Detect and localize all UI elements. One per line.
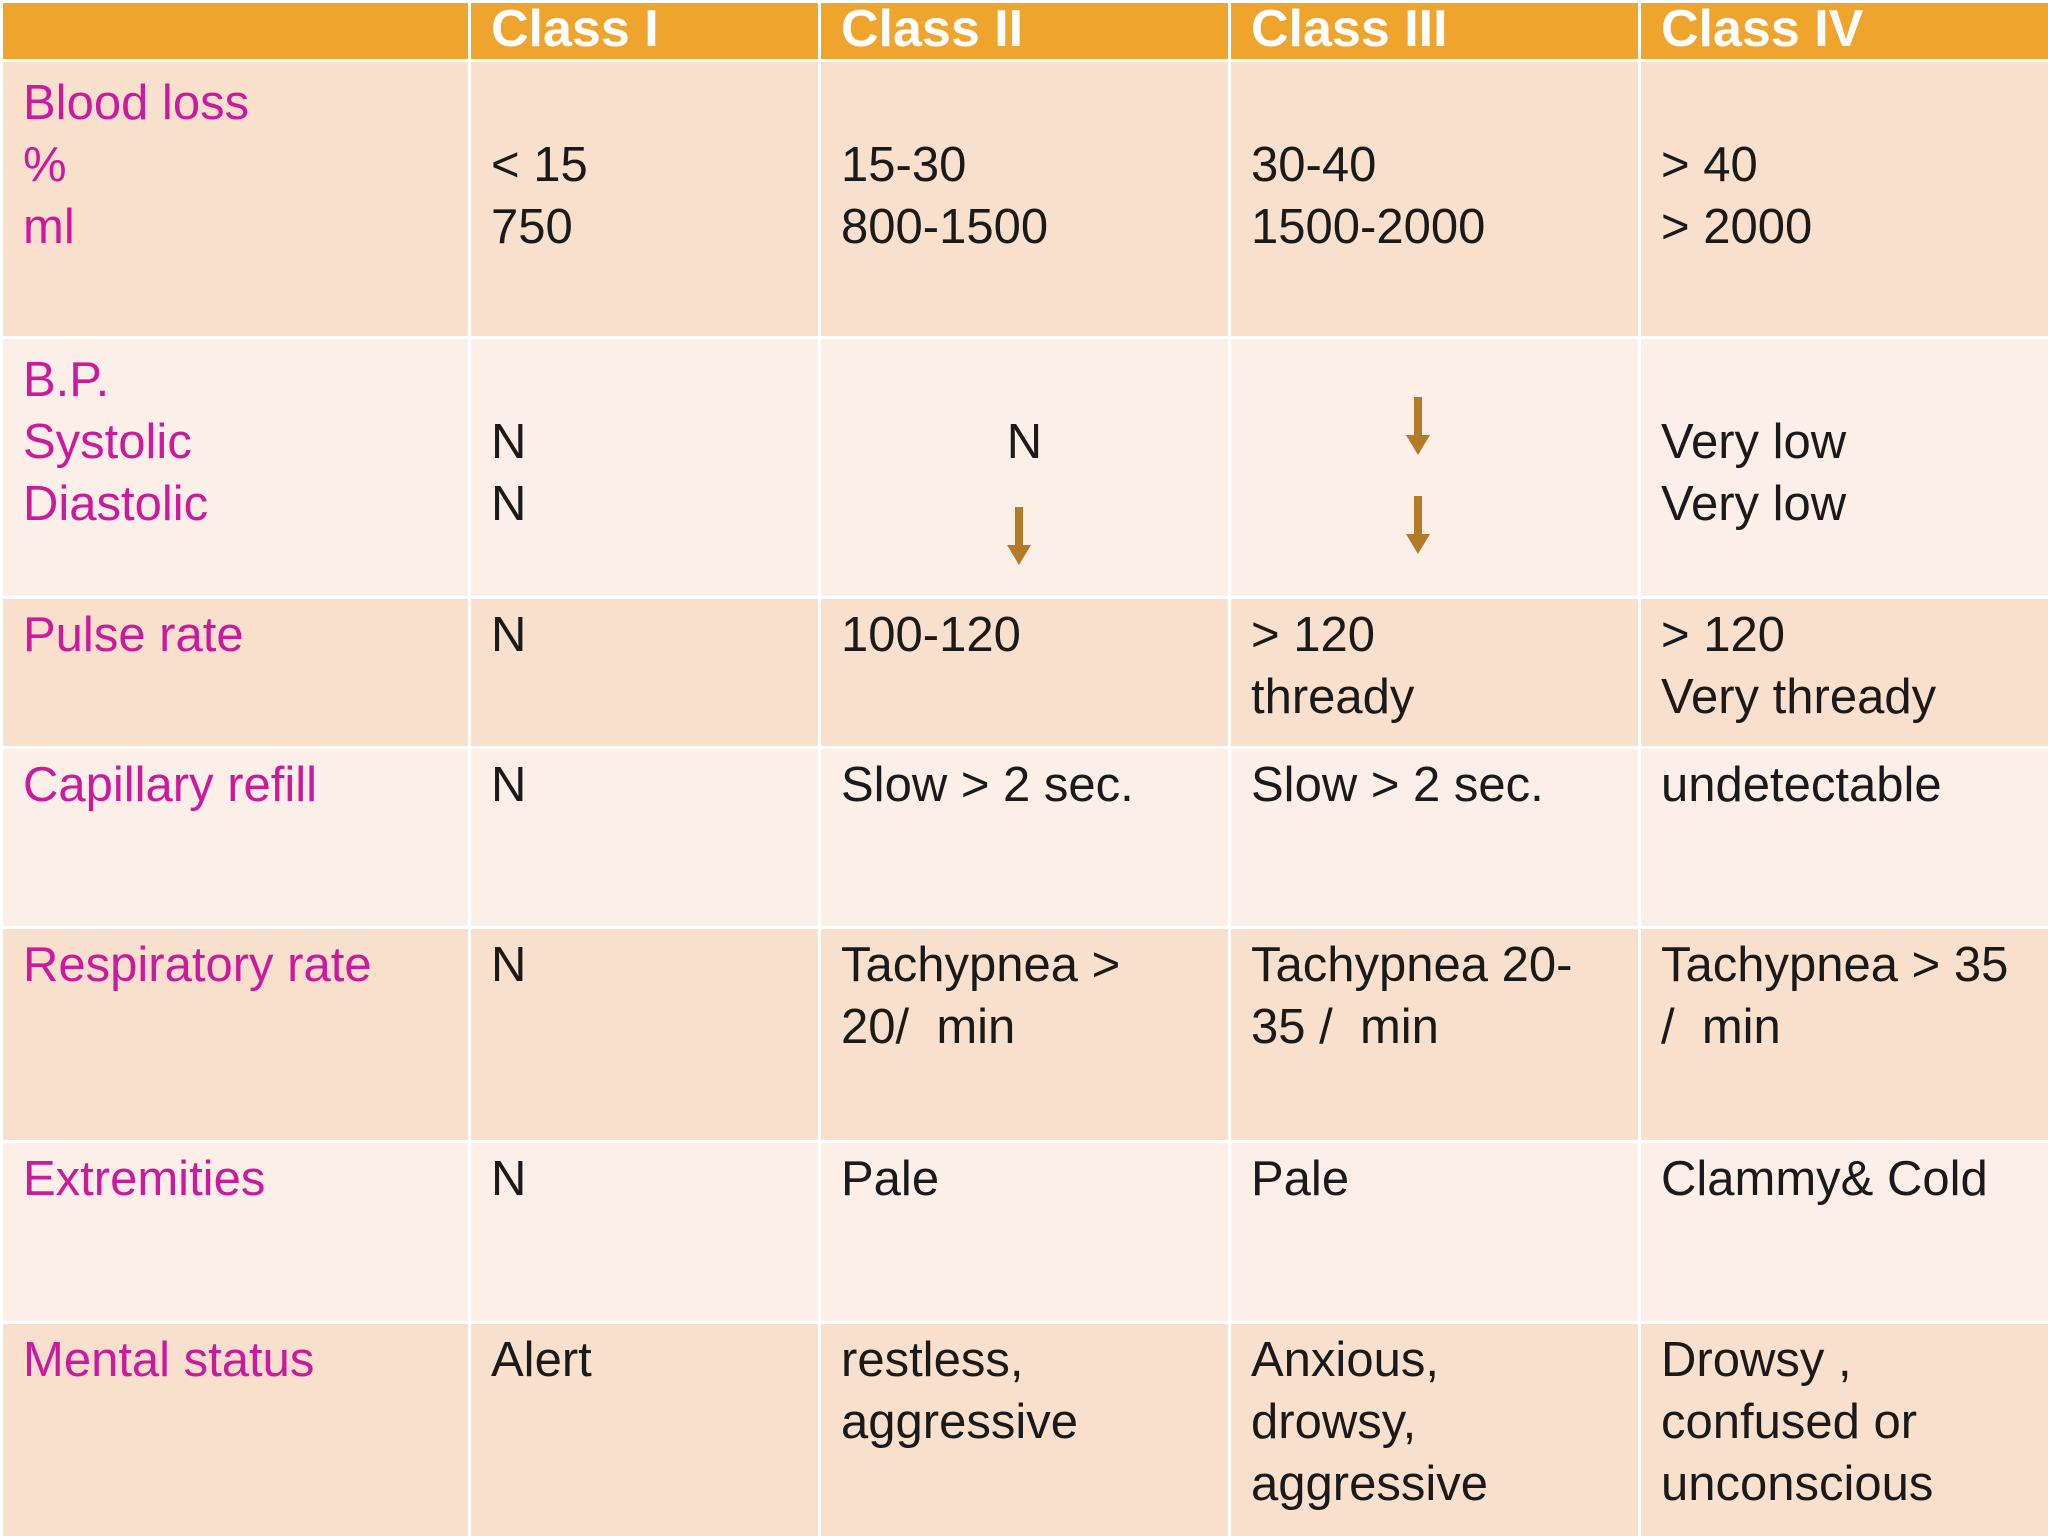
- cell-line: Slow > 2 sec.: [1251, 758, 1544, 812]
- cell-line: 20/ min: [841, 1000, 1016, 1054]
- cell-capillary-class-i: [470, 748, 820, 928]
- label-line: B.P.: [23, 353, 110, 407]
- cell-capillary-class-iv: [1640, 748, 2048, 928]
- cell-bp-class-ii: [820, 338, 1230, 598]
- cell-line: N: [491, 608, 527, 662]
- cell-bp-class-iv: [1640, 338, 2048, 598]
- cell-blood-loss-class-iii: [1230, 61, 1640, 338]
- cell-line: N: [491, 477, 527, 531]
- cell-line: [1661, 72, 2048, 134]
- label-line: Capillary refill: [23, 758, 318, 812]
- row-label-mental-status: [2, 1323, 470, 1536]
- table-row-extremities: [2, 1142, 2048, 1323]
- down-arrow-icon: [1406, 397, 1430, 455]
- cell-line: 30-40: [1251, 138, 1377, 192]
- cell-pulse-class-iii: [1230, 598, 1640, 748]
- cell-line: 15-30: [841, 138, 967, 192]
- cell-line: N: [491, 415, 527, 469]
- header-row: [2, 2, 2048, 61]
- cell-line: 800-1500: [841, 200, 1049, 254]
- cell-line: Pale: [841, 1152, 940, 1206]
- cell-line: aggressive: [841, 1395, 1078, 1449]
- cell-blood-loss-class-ii: [820, 61, 1230, 338]
- cell-extremities-class-ii: [820, 1142, 1230, 1323]
- cell-respiratory-class-iii: [1230, 928, 1640, 1142]
- row-label-capillary-refill: [2, 748, 470, 928]
- cell-extremities-class-i: [470, 1142, 820, 1323]
- cell-line: N: [491, 1152, 527, 1206]
- cell-bp-class-i: [470, 338, 820, 598]
- label-line: Extremities: [23, 1152, 266, 1206]
- header-class-iii: Class III: [1230, 2, 1640, 61]
- cell-line: > 2000: [1661, 200, 1813, 254]
- header-class-iv: Class IV: [1640, 2, 2048, 61]
- label-line: Blood loss: [23, 76, 250, 130]
- cell-line: Very thready: [1661, 670, 1937, 724]
- cell-line: Anxious,: [1251, 1333, 1439, 1387]
- cell-mental-class-iii: [1230, 1323, 1640, 1536]
- cell-line: Slow > 2 sec.: [841, 758, 1134, 812]
- cell-mental-class-i: [470, 1323, 820, 1536]
- cell-line: Pale: [1251, 1152, 1350, 1206]
- cell-line: Drowsy ,: [1661, 1333, 1852, 1387]
- cell-respiratory-class-i: [470, 928, 820, 1142]
- header-class-i: Class I: [470, 2, 820, 61]
- table-row-mental-status: [2, 1323, 2048, 1536]
- cell-line: 100-120: [841, 608, 1021, 662]
- cell-line: [491, 72, 818, 134]
- label-line: Pulse rate: [23, 608, 244, 662]
- cell-blood-loss-class-i: [470, 61, 820, 338]
- table-row-blood-loss: [2, 61, 2048, 338]
- row-label-pulse-rate: [2, 598, 470, 748]
- cell-blood-loss-class-iv: [1640, 61, 2048, 338]
- cell-line: N: [491, 758, 527, 812]
- cell-line: Tachypnea 20-: [1251, 938, 1573, 992]
- label-line: Mental status: [23, 1333, 315, 1387]
- cell-line: unconscious: [1661, 1457, 1934, 1511]
- cell-line: restless,: [841, 1333, 1024, 1387]
- table-row-capillary-refill: [2, 748, 2048, 928]
- label-line: Respiratory rate: [23, 938, 372, 992]
- cell-extremities-class-iv: [1640, 1142, 2048, 1323]
- cell-respiratory-class-iv: [1640, 928, 2048, 1142]
- cell-line: Very low: [1661, 415, 1847, 469]
- cell-line: [1661, 349, 2048, 411]
- table-row-respiratory-rate: [2, 928, 2048, 1142]
- cell-line: > 120: [1661, 608, 1785, 662]
- cell-line: Tachypnea > 35: [1661, 938, 2009, 992]
- cell-capillary-class-ii: [820, 748, 1230, 928]
- row-label-blood-loss: [2, 61, 470, 338]
- row-label-extremities: [2, 1142, 470, 1323]
- cell-line: Very low: [1661, 477, 1847, 531]
- label-line: ml: [23, 200, 75, 254]
- cell-line: confused or: [1661, 1395, 1918, 1449]
- cell-line: Alert: [491, 1333, 592, 1387]
- header-class-ii: Class II: [820, 2, 1230, 61]
- cell-pulse-class-iv: [1640, 598, 2048, 748]
- cell-line: > 40: [1661, 138, 1758, 192]
- cell-line: [1251, 72, 1638, 134]
- cell-line: undetectable: [1661, 758, 1942, 812]
- cell-pulse-class-ii: [820, 598, 1230, 748]
- label-line: Diastolic: [23, 477, 209, 531]
- cell-capillary-class-iii: [1230, 748, 1640, 928]
- label-line: %: [23, 138, 67, 192]
- systolic-normal-value: N: [1006, 415, 1043, 469]
- cell-line: / min: [1661, 1000, 1781, 1054]
- cell-line: 1500-2000: [1251, 200, 1486, 254]
- cell-mental-class-iv: [1640, 1323, 2048, 1536]
- cell-line: < 15: [491, 138, 588, 192]
- cell-line: N: [491, 938, 527, 992]
- label-line: Systolic: [23, 415, 192, 469]
- down-arrow-icon: [1406, 496, 1430, 554]
- cell-line: > 120: [1251, 608, 1375, 662]
- cell-bp-class-iii: [1230, 338, 1640, 598]
- cell-line: Tachypnea >: [841, 938, 1121, 992]
- cell-respiratory-class-ii: [820, 928, 1230, 1142]
- header-cell-empty: [2, 2, 470, 61]
- down-arrow-icon: [1007, 507, 1031, 565]
- cell-line: drowsy,: [1251, 1395, 1417, 1449]
- cell-mental-class-ii: [820, 1323, 1230, 1536]
- cell-line: aggressive: [1251, 1457, 1488, 1511]
- row-label-bp: [2, 338, 470, 598]
- cell-extremities-class-iii: [1230, 1142, 1640, 1323]
- table-row-bp: [2, 338, 2048, 598]
- table-row-pulse-rate: [2, 598, 2048, 748]
- cell-line: [841, 72, 1228, 134]
- cell-line: 750: [491, 200, 573, 254]
- cell-line: thready: [1251, 670, 1415, 724]
- cell-line: 35 / min: [1251, 1000, 1439, 1054]
- row-label-respiratory-rate: [2, 928, 470, 1142]
- cell-pulse-class-i: [470, 598, 820, 748]
- cell-line: [491, 349, 818, 411]
- cell-line: Clammy& Cold: [1661, 1152, 1988, 1206]
